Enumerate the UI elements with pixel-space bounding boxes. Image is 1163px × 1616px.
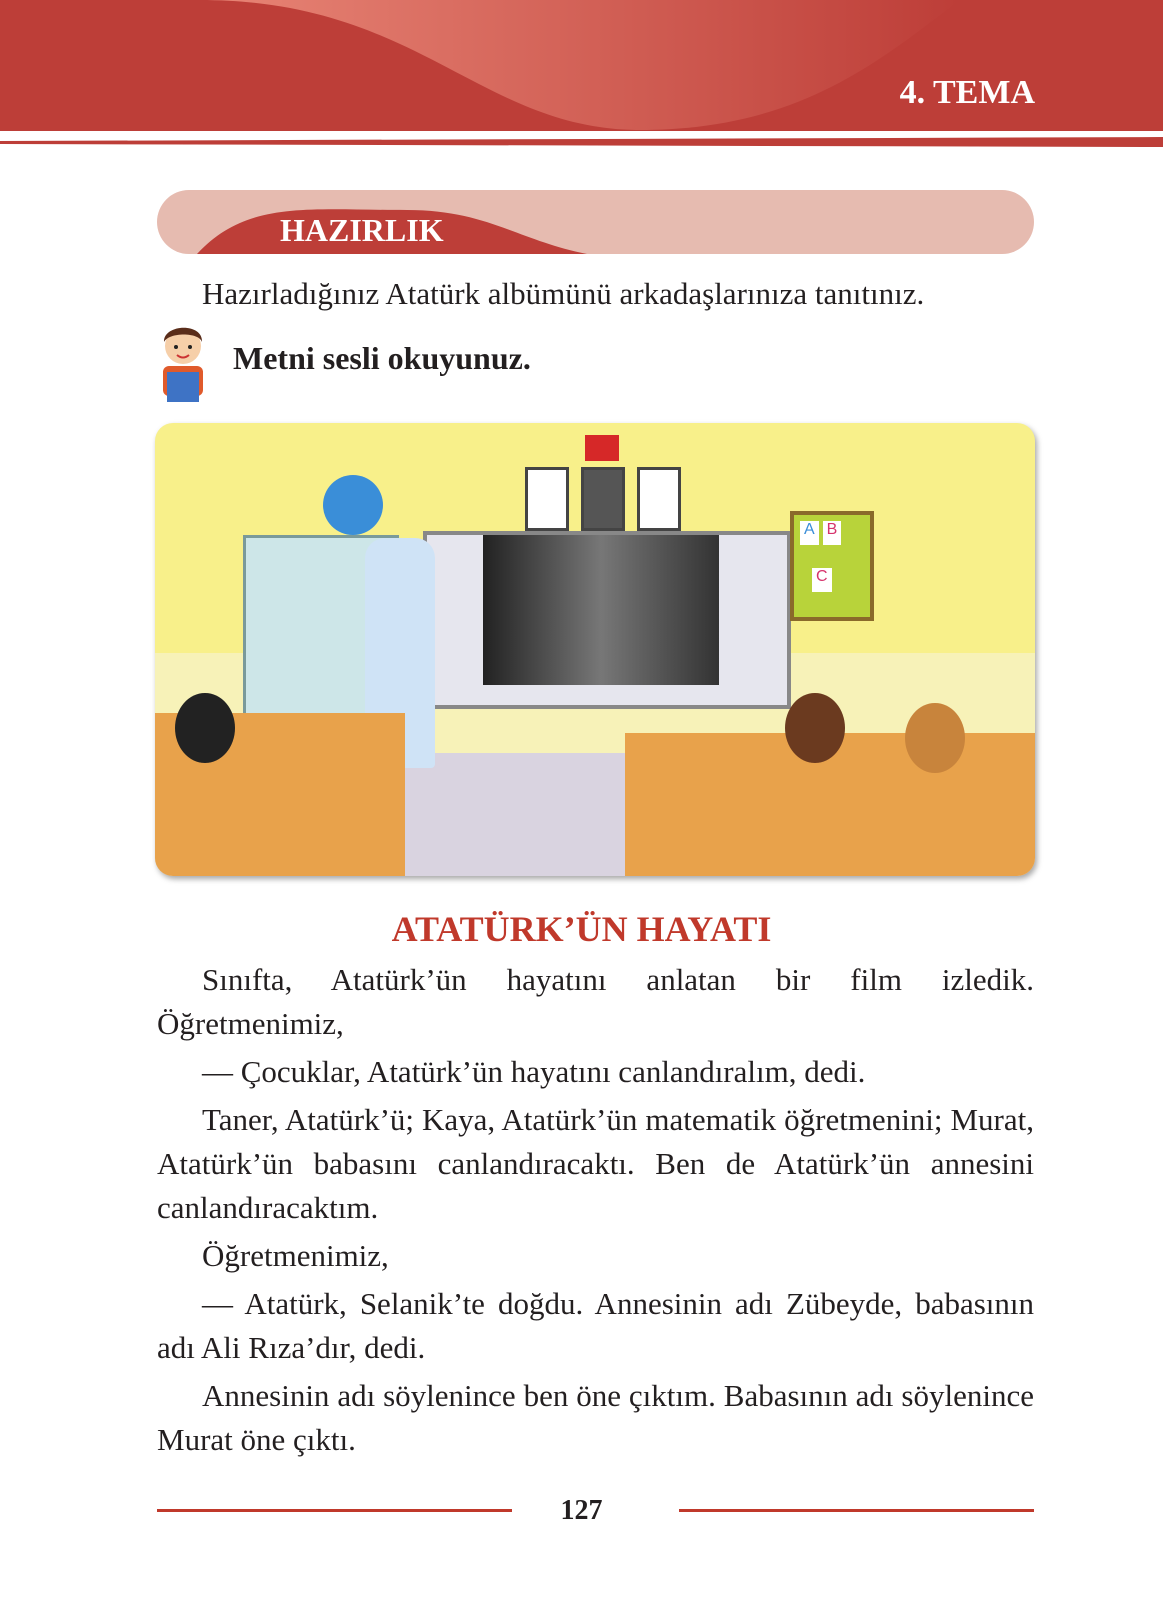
letter-board — [790, 511, 874, 621]
portrait-frame — [581, 467, 625, 531]
student — [785, 693, 845, 763]
theme-header-banner — [0, 0, 1163, 131]
letter-card: B — [823, 521, 842, 545]
story-title: ATATÜRK’ÜN HAYATI — [391, 909, 772, 949]
projected-photo — [483, 535, 719, 685]
student — [175, 693, 235, 763]
reading-child-icon — [155, 320, 211, 404]
student — [905, 703, 965, 773]
letter-card: C — [812, 568, 832, 592]
story-paragraph: Taner, Atatürk’ü; Kaya, Atatürk’ün matematik öğretmenini; Murat, Atatürk’ün babasını canlandıracaktı. Ben de Atatürk’ün annesini canlandıracaktım. — [157, 1102, 1034, 1225]
wall-frame — [525, 467, 569, 531]
read-aloud-prompt: Metni sesli okuyunuz. — [233, 340, 531, 376]
globe — [323, 475, 383, 535]
classroom-illustration — [155, 423, 1035, 876]
story-paragraph: Sınıfta, Atatürk’ün hayatını anlatan bir film izledik. Öğretmenimiz, — [157, 962, 1034, 1041]
story-paragraph: Annesinin adı söylenince ben öne çıktım. Babasının adı söylenince Murat öne çıktı. — [157, 1378, 1034, 1457]
story-body — [157, 958, 1034, 1466]
page-number: 127 — [560, 1495, 603, 1526]
story-paragraph: — Çocuklar, Atatürk’ün hayatını canlandıralım, dedi. — [202, 1054, 866, 1089]
theme-title: 4. TEMA — [899, 74, 1035, 111]
header-stripe — [0, 137, 1163, 147]
section-label: HAZIRLIK — [280, 212, 444, 248]
letter-card: A — [800, 521, 819, 545]
section-banner — [157, 190, 1034, 254]
wall-frame — [637, 467, 681, 531]
story-paragraph: Öğretmenimiz, — [202, 1238, 389, 1273]
preparation-instruction: Hazırladığınız Atatürk albümünü arkadaşlarınıza tanıtınız. — [202, 276, 925, 311]
turkish-flag — [585, 435, 619, 461]
story-paragraph: — Atatürk, Selanik’te doğdu. Annesinin adı Zübeyde, babasının adı Ali Rıza’dır, dedi. — [157, 1286, 1034, 1365]
